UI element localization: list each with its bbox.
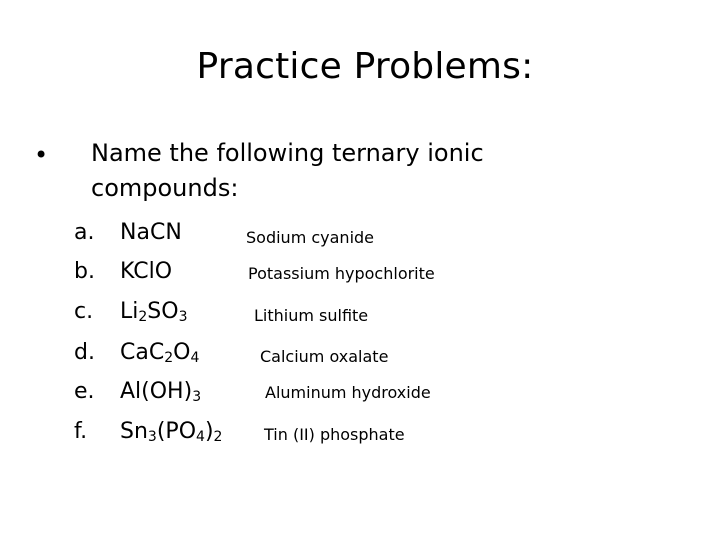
problem-item-d bbox=[0, 338, 720, 368]
item-letter: e. bbox=[74, 379, 95, 404]
chemical-formula: $CaC_2O_4$ bbox=[120, 340, 200, 366]
chemical-formula: $Li_2SO_3$ bbox=[120, 299, 188, 325]
problem-item-c bbox=[0, 297, 720, 327]
chemical-formula: NaCN bbox=[120, 220, 182, 245]
compound-name: Lithium sulfite bbox=[254, 306, 369, 325]
chemical-formula: KClO bbox=[120, 259, 173, 284]
chemical-formula: $Sn_3(PO_4)_2$ bbox=[120, 419, 223, 445]
item-letter: a. bbox=[74, 220, 95, 245]
problem-item-a bbox=[0, 218, 720, 248]
problem-item-e bbox=[0, 377, 720, 407]
item-letter: b. bbox=[74, 259, 95, 284]
instruction-text: Name the following ternary ionic compounds: bbox=[91, 139, 484, 202]
chemical-formula: $Al(OH)_3$ bbox=[120, 379, 202, 405]
item-letter: f. bbox=[74, 419, 88, 444]
item-letter: c. bbox=[74, 299, 94, 324]
bullet-point: • bbox=[34, 141, 49, 169]
problem-item-b bbox=[0, 257, 720, 287]
compound-name: Tin (II) phosphate bbox=[264, 425, 405, 444]
problem-item-f bbox=[0, 417, 720, 447]
item-letter: d. bbox=[74, 340, 95, 365]
compound-name: Sodium cyanide bbox=[246, 228, 375, 247]
compound-name: Potassium hypochlorite bbox=[248, 264, 435, 283]
compound-name: Calcium oxalate bbox=[260, 347, 389, 366]
compound-name: Aluminum hydroxide bbox=[265, 383, 431, 402]
slide-title: Practice Problems: bbox=[196, 46, 534, 87]
